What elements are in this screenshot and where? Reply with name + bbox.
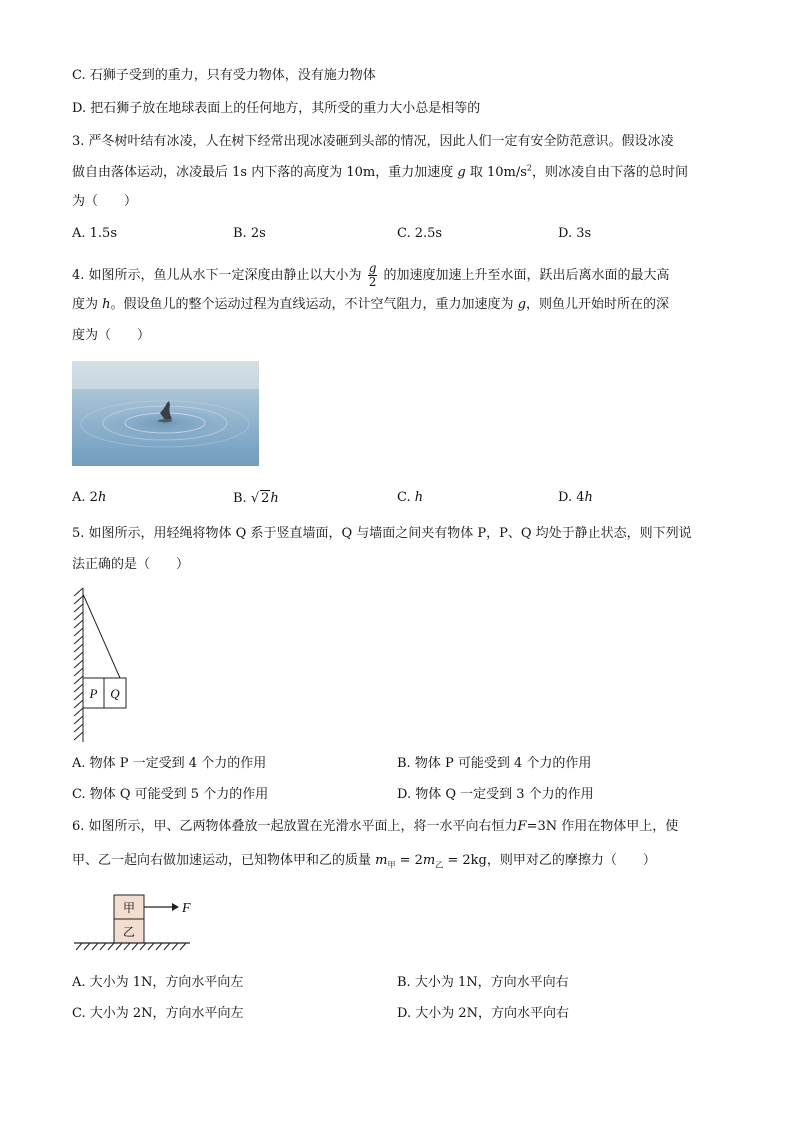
q4-option-d-h: h <box>584 490 593 505</box>
wall-hatching <box>74 588 83 742</box>
block-q-label: Q <box>110 686 120 701</box>
q6-symbol-m2: m <box>422 853 436 868</box>
q4-text-b: 的加速度加速上升至水面，跃出后离水面的最大高 <box>383 268 670 283</box>
q4-stem-line3: 度为（ ） <box>72 328 151 343</box>
q4-option-c-text: C. <box>397 490 415 505</box>
stacked-blocks-diagram <box>72 892 202 954</box>
q4-text-c: 度为 <box>72 297 99 312</box>
q4-option-b-text: B. <box>233 491 247 506</box>
q5-stem-line2: 法正确的是（ ） <box>72 557 190 572</box>
option-d-prev: D. 把石狮子放在地球表面上的任何地方，其所受的重力大小总是相等的 <box>72 101 481 116</box>
q5-stem-line1: 5. 如图所示，用轻绳将物体 Q 系于竖直墙面，Q 与墙面之间夹有物体 P，P、Q 均处于静止状态，则下列说 <box>72 526 692 541</box>
q4-option-d-text: D. 4 <box>558 490 585 505</box>
radical-sign: √ <box>250 491 260 506</box>
q3-option-a[interactable]: A. 1.5s <box>72 226 117 241</box>
q6-stem-line1 <box>72 819 678 835</box>
q6-option-c[interactable]: C. 大小为 2N，方向水平向左 <box>72 1006 244 1021</box>
fish-jumping-photo <box>72 361 259 466</box>
q5-option-a[interactable]: A. 物体 P 一定受到 4 个力的作用 <box>72 756 267 771</box>
q3-option-b[interactable]: B. 2s <box>233 226 266 241</box>
q3-text-b: 取 <box>469 165 483 180</box>
force-arrowhead <box>172 903 179 911</box>
q4-text-a: 4. 如图所示，鱼儿从水下一定深度由静止以大小为 <box>72 268 362 283</box>
q6-text-c: 甲、乙一起向右做加速运动，已知物体甲和乙的质量 <box>72 853 372 868</box>
q3-exponent: 2 <box>526 163 532 173</box>
q6-eq-part1: = 2 <box>395 853 423 868</box>
block-p-label: P <box>89 686 98 701</box>
q3-option-d[interactable]: D. 3s <box>558 226 592 241</box>
q4-fraction-numerator: g <box>368 261 377 275</box>
q4-option-d[interactable] <box>558 490 593 506</box>
q4-fraction-g-over-2 <box>368 262 378 289</box>
q5-option-d[interactable]: D. 物体 Q 一定受到 3 个力的作用 <box>397 787 594 802</box>
q4-symbol-h: h <box>102 297 111 312</box>
q6-mass-equation <box>375 853 487 868</box>
wall-pq-diagram <box>70 586 140 744</box>
q3-symbol-g: g <box>457 165 466 180</box>
q4-fraction-denominator: 2 <box>368 275 377 289</box>
q3-stem-line2 <box>72 165 688 181</box>
q4-stem-line2 <box>72 297 669 313</box>
q6-text-d: ，则甲对乙的摩擦力（ ） <box>486 853 656 868</box>
ground-hatching <box>76 943 186 950</box>
q4-option-c-h: h <box>414 490 424 505</box>
q3-stem-line3: 为（ ） <box>72 194 138 209</box>
rope <box>83 594 120 678</box>
q5-option-b[interactable]: B. 物体 P 可能受到 4 个力的作用 <box>397 756 592 771</box>
q6-sub-jia: 甲 <box>387 860 396 870</box>
q6-option-b[interactable]: B. 大小为 1N，方向水平向右 <box>397 975 569 990</box>
q3-stem-line1: 3. 严冬树叶结有冰凌，人在树下经常出现冰凌砸到头部的情况，因此人们一定有安全防范意识。假设冰凌 <box>72 134 674 149</box>
q3-text-a: 做自由落体运动，冰凌最后 1s 内下落的高度为 10m，重力加速度 <box>72 165 454 180</box>
q4-text-d: 。假设鱼儿的整个运动过程为直线运动，不计空气阻力，重力加速度为 <box>110 297 514 312</box>
q4-stem-line1 <box>72 262 670 289</box>
q6-stem-line2 <box>72 853 656 874</box>
q4-symbol-g: g <box>517 297 527 312</box>
option-c-prev: C. 石狮子受到的重力，只有受力物体，没有施力物体 <box>72 68 376 83</box>
q4-option-a-text: A. 2 <box>72 490 98 505</box>
block-jia-label: 甲 <box>122 901 136 915</box>
force-label: F <box>182 901 191 916</box>
q4-option-b[interactable] <box>233 490 279 507</box>
q3-option-c[interactable]: C. 2.5s <box>397 226 443 241</box>
q4-option-a[interactable] <box>72 490 106 506</box>
q4-option-b-radicand: 2 <box>261 491 270 506</box>
q4-option-b-h: h <box>270 491 279 506</box>
q4-option-a-h: h <box>97 490 107 505</box>
q6-option-d[interactable]: D. 大小为 2N，方向水平向右 <box>397 1006 570 1021</box>
q3-gravity-value: 10m/s <box>486 165 527 180</box>
q6-sub-yi: 乙 <box>435 860 444 870</box>
q4-text-e: ，则鱼儿开始时所在的深 <box>526 297 670 312</box>
q5-option-c[interactable]: C. 物体 Q 可能受到 5 个力的作用 <box>72 787 269 802</box>
q6-eq-part2: = 2kg <box>443 853 487 868</box>
q6-text-b: =3N 作用在物体甲上，使 <box>526 819 679 834</box>
q4-option-c[interactable] <box>397 490 423 506</box>
q6-option-a[interactable]: A. 大小为 1N，方向水平向左 <box>72 975 244 990</box>
q6-text-a: 6. 如图所示，甲、乙两物体叠放一起放置在光滑水平面上，将一水平向右恒力 <box>72 819 518 834</box>
q6-symbol-F: F <box>517 819 527 834</box>
q3-text-d: ，则冰凌自由下落的总时间 <box>532 165 689 180</box>
q6-symbol-m1: m <box>375 853 388 868</box>
block-yi-label: 乙 <box>122 925 136 939</box>
